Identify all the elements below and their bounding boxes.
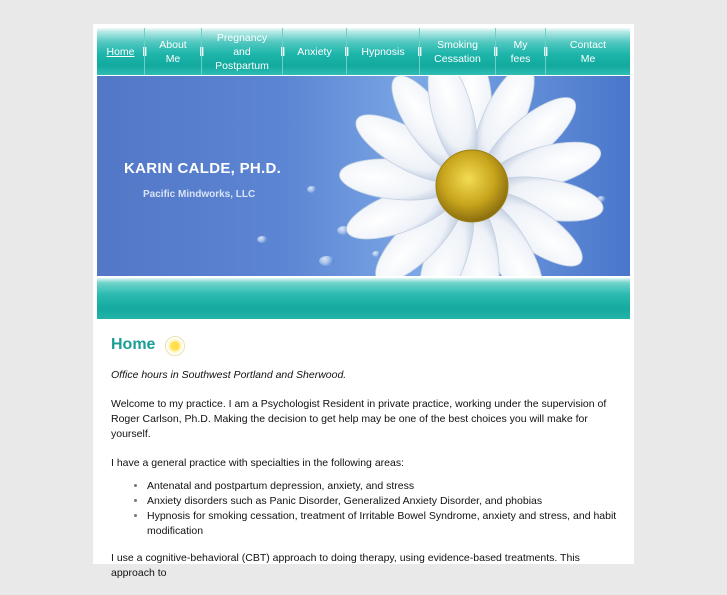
- main-content: [111, 334, 621, 595]
- list-item: • Antenatal and postpartum depression, anxiety, and stress: [147, 479, 621, 494]
- nav-item-label: Anxiety: [297, 45, 332, 58]
- nav-separator-grip: [143, 47, 147, 56]
- nav-item-label: Pregnancy and Postpartum: [215, 31, 269, 72]
- nav-item-label: Home: [106, 45, 135, 58]
- nav-item-label: About Me: [159, 38, 187, 65]
- nav-item-label: My fees: [510, 38, 531, 65]
- list-item: • Anxiety disorders such as Panic Disorder, Generalized Anxiety Disorder, and phobias: [147, 494, 621, 509]
- list-item: • Hypnosis for smoking cessation, treatment of Irritable Bowel Syndrome, anxiety and stress, and habit modification: [147, 509, 621, 539]
- nav-item-anxiety[interactable]: [283, 28, 347, 75]
- nav-item-pregnancy[interactable]: [202, 28, 283, 75]
- page-container: [93, 24, 634, 579]
- site-subtitle: Pacific Mindworks, LLC: [143, 189, 256, 200]
- nav-item-about-me[interactable]: [145, 28, 202, 75]
- sun-icon: [165, 336, 185, 356]
- header-banner: [97, 76, 630, 276]
- nav-item-hypnosis[interactable]: [347, 28, 420, 75]
- header-teal-band: [97, 278, 630, 319]
- nav-item-home[interactable]: [97, 28, 145, 75]
- office-hours-text: Office hours in Southwest Portland and Sherwood.: [111, 369, 347, 381]
- nav-item-contact-me[interactable]: [546, 28, 630, 75]
- cbt-paragraph: I use a cognitive-behavioral (CBT) approach to doing therapy, using evidence-based treatments. This approach to: [111, 552, 580, 579]
- nav-item-smoking-cessation[interactable]: [420, 28, 496, 75]
- specialties-intro: I have a general practice with specialties in the following areas:: [111, 457, 404, 469]
- site-title: KARIN CALDE, PH.D.: [124, 160, 282, 177]
- nav-separator-grip: [544, 47, 548, 56]
- nav-separator-grip: [281, 47, 285, 56]
- nav-separator-grip: [494, 47, 498, 56]
- welcome-paragraph: Welcome to my practice. I am a Psychologist Resident in private practice, working under the supervision of Roger Carlson, Ph.D. Making the decision to get help may be one of the best choices you will make for yourself.: [111, 398, 607, 440]
- nav-item-label: Hypnosis: [361, 45, 405, 58]
- nav-separator-grip: [345, 47, 349, 56]
- nav-item-label: Contact Me: [569, 38, 607, 65]
- nav-item-my-fees[interactable]: [496, 28, 546, 75]
- nav-separator-grip: [200, 47, 204, 56]
- specialties-list: [111, 479, 621, 539]
- nav-separator-grip: [418, 47, 422, 56]
- main-nav: [97, 28, 630, 75]
- page-heading: [111, 334, 621, 354]
- nav-item-label: Smoking Cessation: [434, 38, 481, 65]
- daisy-image: [292, 76, 630, 276]
- page-title: Home: [111, 335, 156, 353]
